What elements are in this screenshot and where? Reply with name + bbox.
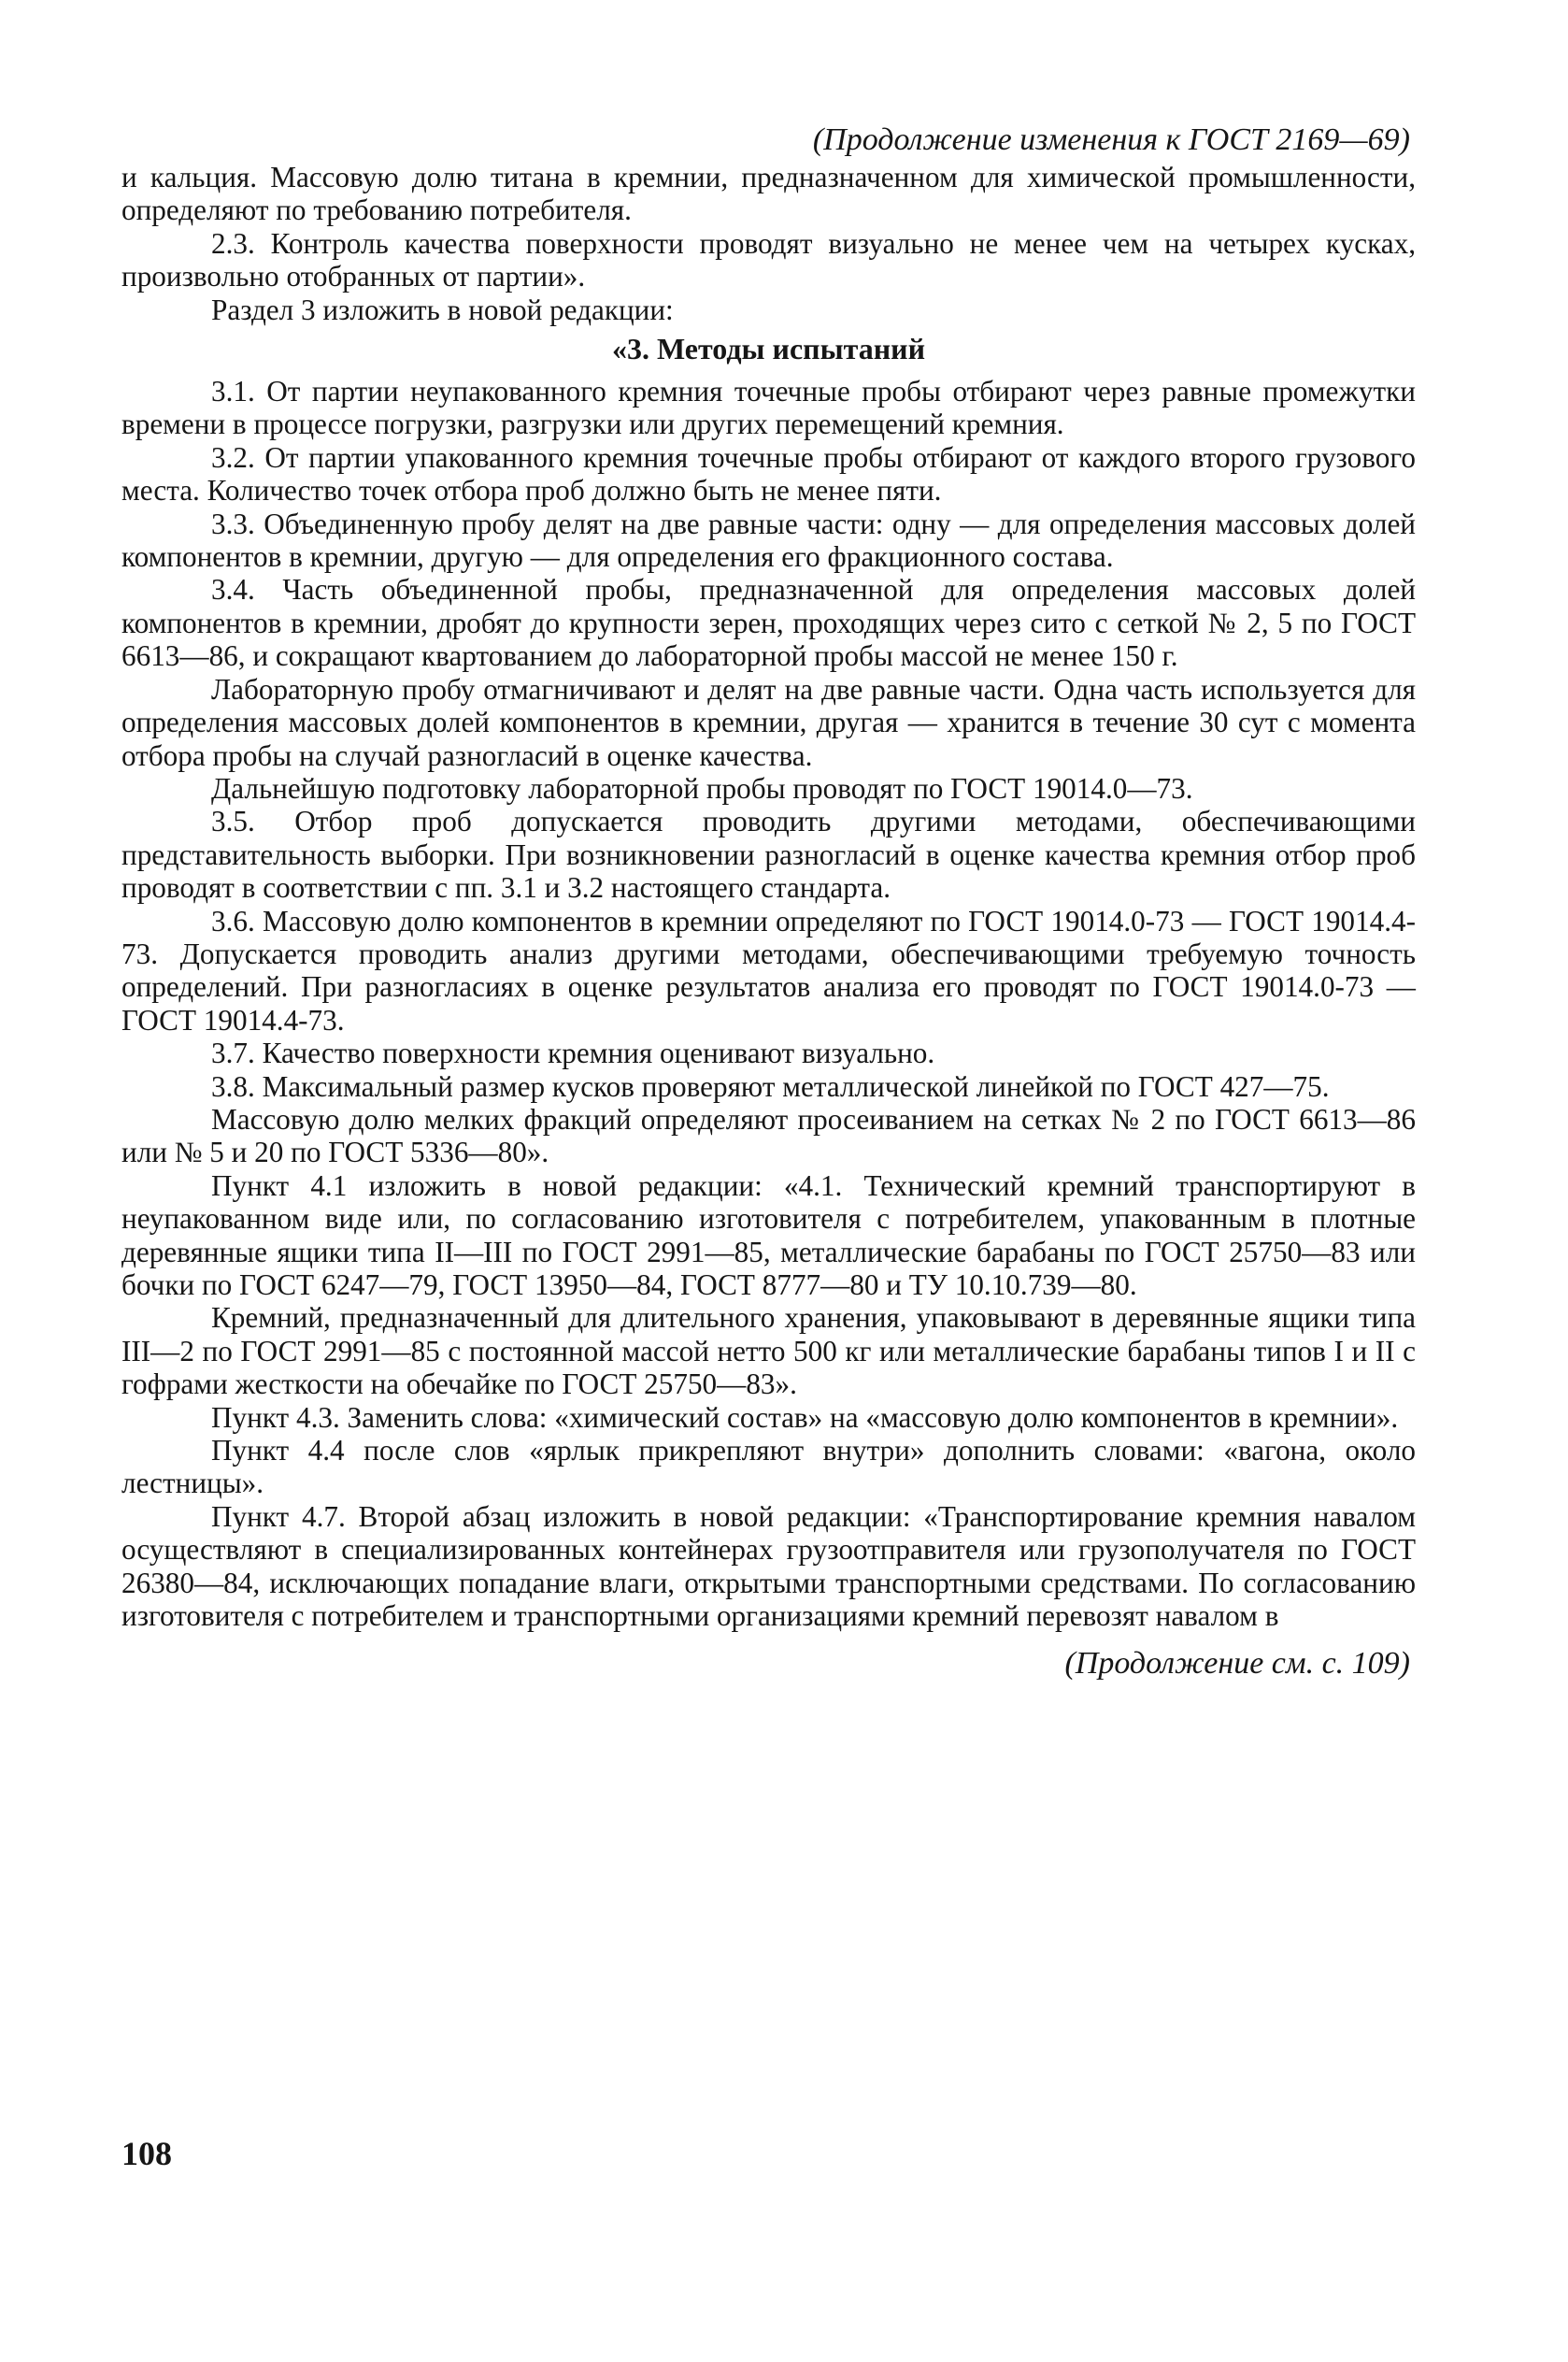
document-page <box>121 120 1416 1684</box>
paragraph: Пункт 4.3. Заменить слова: «химический состав» на «массовую долю компонентов в кремнии». <box>211 1400 1399 1434</box>
paragraph: Массовую долю мелких фракций определяют просеиванием на сетках № 2 по ГОСТ 6613—86 или № 5 и 20 по ГОСТ 5336—80». <box>121 1102 1416 1169</box>
paragraph: и кальция. Массовую долю титана в кремнии, предназначенном для химической промышленности, определяют по требованию потребителя. <box>121 161 1416 227</box>
paragraph: 3.7. Качество поверхности кремния оценивают визуально. <box>211 1037 935 1070</box>
paragraph: Лабораторную пробу отмагничивают и делят на две равные части. Одна часть используется для определения массовых долей компонентов в кремнии, другая — хранится в течение 30 сут с момента отбора пробы на случай разногласий в оценке качества. <box>121 672 1416 772</box>
paragraph: 3.5. Отбор проб допускается проводить другими методами, обеспечивающими представительность выборки. При возникновении разногласий в оценке качества кремния отбор проб проводят в соответствии с пп. 3.1 и 3.2 настоящего стандарта. <box>121 805 1416 905</box>
continuation-footer: (Продолжение см. с. 109) <box>1064 1646 1410 1682</box>
paragraph: Дальнейшую подготовку лабораторной пробы проводят по ГОСТ 19014.0—73. <box>211 771 1193 805</box>
paragraph: 3.1. От партии неупакованного кремния точечные пробы отбирают через равные промежутки времени в процессе погрузки, разгрузки или других перемещений кремния. <box>121 375 1416 441</box>
document-body <box>121 161 1416 1632</box>
paragraph: 3.8. Максимальный размер кусков проверяют металлической линейкой по ГОСТ 427—75. <box>211 1069 1330 1103</box>
page-number: 108 <box>121 2135 172 2172</box>
paragraph: Кремний, предназначенный для длительного хранения, упаковывают в деревянные ящики типа III—2 по ГОСТ 2991—85 с постоянной массой нетто 500 кг или металлические барабаны типов I и II с гофрами жесткости на обечайке по ГОСТ 25750—83». <box>121 1301 1416 1401</box>
paragraph: Пункт 4.1 изложить в новой редакции: «4.1. Технический кремний транспортируют в неупакованном виде или, по согласованию изготовителя с потребителем, упакованным в плотные деревянные ящики типа II—III по ГОСТ 2991—85, металлические барабаны по ГОСТ 25750—83 или бочки по ГОСТ 6247—79, ГОСТ 13950—84, ГОСТ 8777—80 и ТУ 10.10.739—80. <box>121 1168 1416 1301</box>
paragraph: Пункт 4.7. Второй абзац изложить в новой редакции: «Транспортирование кремния навалом осуществляют в специализированных контейнерах грузоотправителя или грузополучателя по ГОСТ 26380—84, исключающих попадание влаги, открытыми транспортными средствами. По согласованию изготовителя с потребителем и транспортными организациями кремний перевозят навалом в <box>121 1499 1416 1633</box>
paragraph: Пункт 4.4 после слов «ярлык прикрепляют внутри» дополнить словами: «вагона, около лестницы». <box>121 1434 1416 1500</box>
paragraph: 3.3. Объединенную пробу делят на две равные части: одну — для определения массовых долей компонентов в кремнии, другую — для определения его фракционного состава. <box>121 507 1416 574</box>
section-title: «3. Методы испытаний <box>611 332 925 366</box>
continuation-header: (Продолжение изменения к ГОСТ 2169—69) <box>812 122 1410 157</box>
paragraph: 3.6. Массовую долю компонентов в кремнии определяют по ГОСТ 19014.0-73 — ГОСТ 19014.4-73. Допускается проводить анализ другими методами, обеспечивающими требуемую точность определений. При разногласиях в оценке результатов анализа его проводят по ГОСТ 19014.0-73 — ГОСТ 19014.4-73. <box>121 904 1416 1037</box>
paragraph: 3.4. Часть объединенной пробы, предназначенной для определения массовых долей компонентов в кремнии, дробят до крупности зерен, проходящих через сито с сеткой № 2, 5 по ГОСТ 6613—86, и сокращают квартованием до лабораторной пробы массой не менее 150 г. <box>121 573 1416 673</box>
paragraph: 3.2. От партии упакованного кремния точечные пробы отбирают от каждого второго грузового места. Количество точек отбора проб должно быть не менее пяти. <box>121 440 1416 508</box>
paragraph: Раздел 3 изложить в новой редакции: <box>211 293 674 326</box>
paragraph: 2.3. Контроль качества поверхности проводят визуально не менее чем на четырех кусках, произвольно отобранных от партии». <box>121 226 1416 293</box>
